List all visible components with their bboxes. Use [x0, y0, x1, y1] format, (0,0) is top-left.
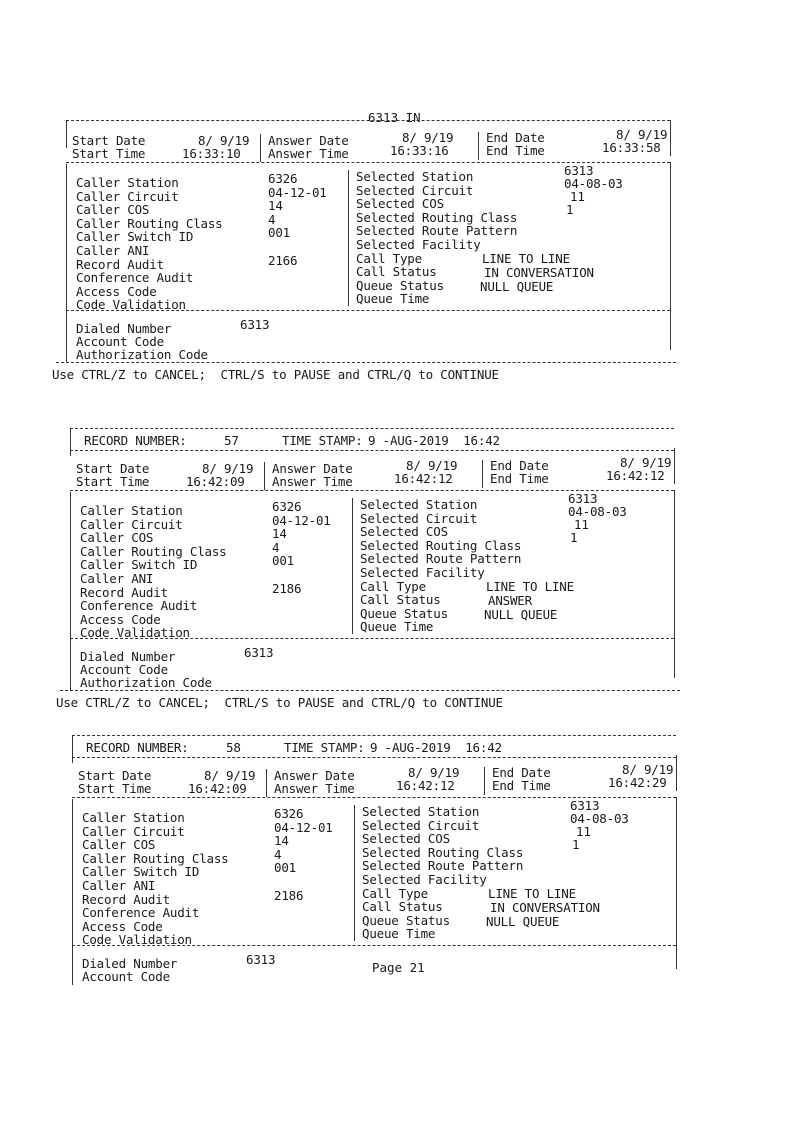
- column-divider: [348, 170, 349, 306]
- time-stamp-label: TIME STAMP:: [284, 740, 365, 755]
- caller-cos-value: 14: [274, 833, 289, 849]
- column-divider: [352, 498, 353, 634]
- authorization-code-label: Authorization Code: [76, 347, 208, 362]
- page-header: 6313 IN: [368, 110, 421, 125]
- record-right-border: [674, 490, 675, 640]
- selected-circuit-value: 04-08-03: [568, 504, 627, 519]
- record-audit-value: 2166: [268, 252, 298, 268]
- caller-cos-label: Caller COS: [76, 202, 150, 218]
- selected-routing-class-label: Selected Routing Class: [356, 209, 518, 225]
- selected-station-value: 6313: [570, 798, 600, 813]
- record-right-border: [674, 638, 675, 678]
- selected-routing-class-label: Selected Routing Class: [360, 537, 522, 553]
- record-right-border: [676, 945, 677, 969]
- selected-circuit-label: Selected Circuit: [360, 510, 478, 526]
- selected-circuit-label: Selected Circuit: [356, 182, 474, 198]
- dialed-number-value: 6313: [240, 317, 270, 332]
- dialed-number-label: Dialed Number: [82, 956, 178, 971]
- caller-routing-class-value: 4: [272, 539, 280, 555]
- call-type-label: Call Type: [360, 578, 426, 594]
- time-stamp-label: TIME STAMP:: [282, 433, 363, 448]
- conference-audit-label: Conference Audit: [76, 270, 194, 286]
- record-left-border: [72, 949, 73, 985]
- answer-time-label: Answer Time: [268, 146, 349, 161]
- dialed-number-label: Dialed Number: [80, 649, 176, 664]
- selected-routing-class-value: 1: [566, 202, 574, 217]
- record-bottom-border: [56, 362, 676, 363]
- column-divider: [260, 134, 261, 162]
- record-right-border: [674, 448, 675, 484]
- record-left-border: [66, 314, 67, 362]
- end-date-value: 8/ 9/19: [622, 762, 674, 777]
- column-divider: [266, 769, 267, 797]
- call-status-label: Call Status: [360, 592, 441, 608]
- conference-audit-label: Conference Audit: [82, 905, 200, 921]
- end-time-value: 16:33:58: [602, 140, 661, 155]
- end-time-label: End Time: [490, 471, 549, 486]
- selected-routing-class-value: 1: [570, 530, 578, 545]
- call-status-value: IN CONVERSATION: [484, 265, 594, 280]
- start-date-label: Start Date: [72, 133, 146, 148]
- selected-circuit-label: Selected Circuit: [362, 817, 480, 833]
- selected-route-pattern-label: Selected Route Pattern: [362, 858, 524, 874]
- record-header-divider: [70, 450, 674, 451]
- record-left-border: [66, 164, 67, 314]
- code-validation-label: Code Validation: [76, 297, 186, 313]
- record-right-border: [676, 755, 677, 791]
- prompt-text: Use CTRL/Z to CANCEL; CTRL/S to PAUSE and CTRL/Q to CONTINUE: [52, 367, 499, 382]
- caller-switch-id-value: 001: [272, 553, 294, 569]
- caller-routing-class-value: 4: [274, 846, 282, 862]
- answer-date-label: Answer Date: [272, 461, 353, 476]
- queue-status-label: Queue Status: [356, 277, 444, 293]
- time-stamp-value: 9 -AUG-2019 16:42: [370, 740, 502, 755]
- queue-status-value: NULL QUEUE: [480, 279, 554, 294]
- answer-time-value: 16:42:12: [396, 778, 455, 793]
- answer-date-value: 8/ 9/19: [408, 765, 460, 780]
- answer-date-label: Answer Date: [268, 133, 349, 148]
- code-validation-label: Code Validation: [80, 625, 190, 641]
- selected-route-pattern-label: Selected Route Pattern: [360, 551, 522, 567]
- start-time-value: 16:42:09: [186, 474, 245, 489]
- caller-station-value: 6326: [274, 806, 304, 821]
- end-date-label: End Date: [486, 130, 545, 145]
- record-bottom-border: [60, 690, 680, 691]
- start-date-value: 8/ 9/19: [198, 133, 250, 148]
- caller-switch-id-label: Caller Switch ID: [76, 229, 194, 245]
- call-type-value: LINE TO LINE: [488, 886, 576, 901]
- call-status-label: Call Status: [362, 899, 443, 915]
- call-status-value: IN CONVERSATION: [490, 900, 600, 915]
- account-code-label: Account Code: [82, 969, 170, 984]
- selected-cos-value: 11: [576, 824, 591, 839]
- record-number-value: 58: [226, 740, 241, 755]
- caller-station-label: Caller Station: [80, 503, 183, 518]
- start-date-value: 8/ 9/19: [202, 461, 254, 476]
- start-time-value: 16:42:09: [188, 781, 247, 796]
- record-right-border: [670, 162, 671, 312]
- selected-routing-class-label: Selected Routing Class: [362, 844, 524, 860]
- record-left-border: [72, 735, 73, 763]
- record-right-border: [670, 120, 671, 156]
- caller-circuit-value: 04-12-01: [272, 512, 331, 528]
- answer-time-value: 16:33:16: [390, 143, 449, 158]
- call-type-label: Call Type: [362, 885, 428, 901]
- caller-station-label: Caller Station: [82, 810, 185, 825]
- access-code-label: Access Code: [82, 918, 163, 934]
- caller-cos-label: Caller COS: [80, 530, 154, 546]
- record-right-border: [670, 310, 671, 350]
- caller-switch-id-label: Caller Switch ID: [82, 864, 200, 880]
- record-number-label: RECORD NUMBER:: [86, 740, 189, 755]
- start-date-label: Start Date: [78, 768, 152, 783]
- queue-status-label: Queue Status: [360, 605, 448, 621]
- time-stamp-value: 9 -AUG-2019 16:42: [368, 433, 500, 448]
- caller-station-value: 6326: [272, 499, 302, 514]
- selected-cos-label: Selected COS: [362, 831, 450, 847]
- queue-status-label: Queue Status: [362, 912, 450, 928]
- answer-time-label: Answer Time: [274, 781, 355, 796]
- record-header-divider: [72, 757, 676, 758]
- record-top-border: [70, 428, 674, 429]
- caller-circuit-label: Caller Circuit: [76, 188, 179, 204]
- end-time-value: 16:42:29: [608, 775, 667, 790]
- caller-routing-class-value: 4: [268, 211, 276, 227]
- selected-station-label: Selected Station: [362, 804, 480, 819]
- caller-station-label: Caller Station: [76, 175, 179, 190]
- record-audit-value: 2186: [272, 580, 302, 596]
- prompt-text: Use CTRL/Z to CANCEL; CTRL/S to PAUSE and CTRL/Q to CONTINUE: [56, 695, 503, 710]
- record-top-border: [72, 735, 676, 736]
- caller-station-value: 6326: [268, 171, 298, 186]
- selected-station-value: 6313: [564, 163, 594, 178]
- selected-circuit-value: 04-08-03: [570, 811, 629, 826]
- record-left-border: [70, 428, 71, 456]
- caller-ani-label: Caller ANI: [80, 571, 154, 586]
- record-audit-value: 2186: [274, 887, 304, 903]
- caller-switch-id-label: Caller Switch ID: [80, 557, 198, 573]
- call-type-value: LINE TO LINE: [482, 251, 570, 266]
- selected-cos-label: Selected COS: [356, 196, 444, 212]
- end-time-label: End Time: [486, 143, 545, 158]
- caller-routing-class-label: Caller Routing Class: [82, 850, 229, 866]
- queue-status-value: NULL QUEUE: [484, 607, 558, 622]
- record-top-border: [66, 120, 670, 121]
- answer-date-value: 8/ 9/19: [406, 458, 458, 473]
- dialed-number-value: 6313: [246, 952, 276, 967]
- answer-time-label: Answer Time: [272, 474, 353, 489]
- access-code-label: Access Code: [76, 283, 157, 299]
- start-date-label: Start Date: [76, 461, 150, 476]
- caller-circuit-label: Caller Circuit: [80, 516, 183, 532]
- selected-cos-value: 11: [570, 189, 585, 204]
- selected-facility-label: Selected Facility: [356, 237, 481, 252]
- record-left-border: [72, 799, 73, 949]
- selected-route-pattern-label: Selected Route Pattern: [356, 223, 518, 239]
- caller-switch-id-value: 001: [274, 860, 296, 876]
- start-time-value: 16:33:10: [182, 146, 241, 161]
- record-audit-label: Record Audit: [80, 584, 168, 600]
- selected-station-label: Selected Station: [356, 169, 474, 184]
- start-time-label: Start Time: [78, 781, 152, 796]
- column-divider: [354, 805, 355, 941]
- caller-circuit-label: Caller Circuit: [82, 823, 185, 839]
- end-date-value: 8/ 9/19: [616, 127, 668, 142]
- selected-cos-value: 11: [574, 517, 589, 532]
- code-validation-label: Code Validation: [82, 932, 192, 948]
- column-divider: [484, 767, 485, 795]
- column-divider: [482, 460, 483, 488]
- start-date-value: 8/ 9/19: [204, 768, 256, 783]
- answer-time-value: 16:42:12: [394, 471, 453, 486]
- selected-cos-label: Selected COS: [360, 524, 448, 540]
- page-footer: Page 21: [372, 960, 425, 975]
- start-time-label: Start Time: [76, 474, 150, 489]
- end-time-value: 16:42:12: [606, 468, 665, 483]
- selected-routing-class-value: 1: [572, 837, 580, 852]
- queue-status-value: NULL QUEUE: [486, 914, 560, 929]
- answer-date-value: 8/ 9/19: [402, 130, 454, 145]
- caller-cos-label: Caller COS: [82, 837, 156, 853]
- authorization-code-label: Authorization Code: [80, 675, 212, 690]
- queue-time-label: Queue Time: [356, 291, 430, 307]
- account-code-label: Account Code: [80, 662, 168, 677]
- caller-cos-value: 14: [272, 526, 287, 542]
- caller-cos-value: 14: [268, 198, 283, 214]
- caller-circuit-value: 04-12-01: [274, 819, 333, 835]
- record-left-border: [70, 492, 71, 642]
- section-divider: [70, 638, 674, 639]
- column-divider: [264, 462, 265, 490]
- call-status-value: ANSWER: [488, 593, 532, 608]
- queue-time-label: Queue Time: [360, 619, 434, 635]
- selected-facility-label: Selected Facility: [362, 872, 487, 887]
- caller-routing-class-label: Caller Routing Class: [76, 215, 223, 231]
- queue-time-label: Queue Time: [362, 926, 436, 942]
- record-right-border: [676, 797, 677, 947]
- selected-station-value: 6313: [568, 491, 598, 506]
- start-time-label: Start Time: [72, 146, 146, 161]
- record-left-border: [70, 642, 71, 690]
- caller-switch-id-value: 001: [268, 225, 290, 241]
- conference-audit-label: Conference Audit: [80, 598, 198, 614]
- selected-circuit-value: 04-08-03: [564, 176, 623, 191]
- access-code-label: Access Code: [80, 611, 161, 627]
- caller-circuit-value: 04-12-01: [268, 184, 327, 200]
- end-date-label: End Date: [490, 458, 549, 473]
- call-type-label: Call Type: [356, 250, 422, 266]
- dialed-number-value: 6313: [244, 645, 274, 660]
- caller-routing-class-label: Caller Routing Class: [80, 543, 227, 559]
- caller-ani-label: Caller ANI: [82, 878, 156, 893]
- column-divider: [478, 132, 479, 160]
- end-time-label: End Time: [492, 778, 551, 793]
- answer-date-label: Answer Date: [274, 768, 355, 783]
- selected-facility-label: Selected Facility: [360, 565, 485, 580]
- record-left-border: [66, 120, 67, 148]
- dialed-number-label: Dialed Number: [76, 321, 172, 336]
- call-type-value: LINE TO LINE: [486, 579, 574, 594]
- call-status-label: Call Status: [356, 264, 437, 280]
- record-audit-label: Record Audit: [82, 891, 170, 907]
- selected-station-label: Selected Station: [360, 497, 478, 512]
- end-date-label: End Date: [492, 765, 551, 780]
- caller-ani-label: Caller ANI: [76, 243, 150, 258]
- record-number-value: 57: [224, 433, 239, 448]
- record-audit-label: Record Audit: [76, 256, 164, 272]
- section-divider: [66, 310, 670, 311]
- section-divider: [72, 945, 676, 946]
- end-date-value: 8/ 9/19: [620, 455, 672, 470]
- account-code-label: Account Code: [76, 334, 164, 349]
- record-number-label: RECORD NUMBER:: [84, 433, 187, 448]
